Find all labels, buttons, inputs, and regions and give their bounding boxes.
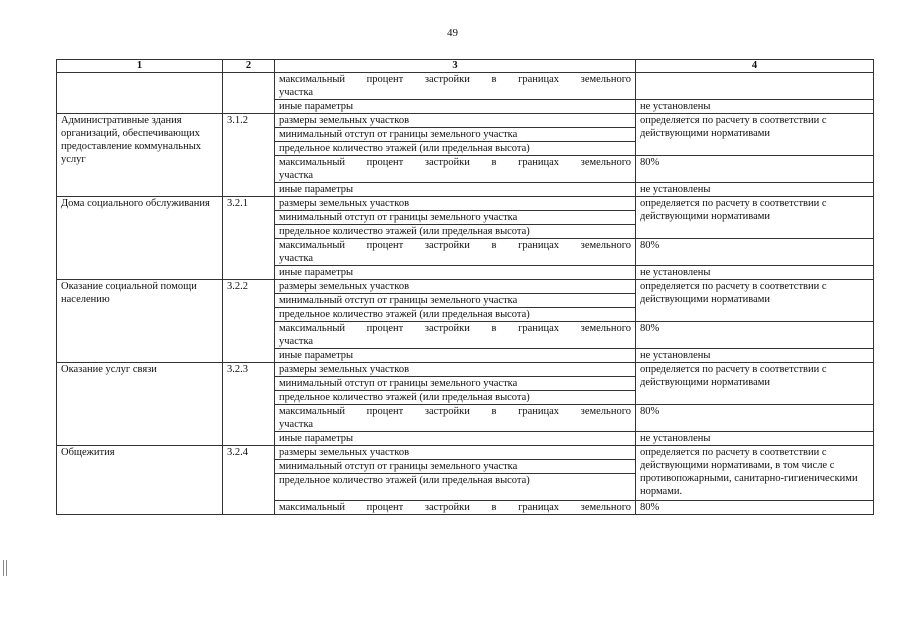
param-setback: минимальный отступ от границы земельного участка bbox=[275, 294, 636, 308]
param-cell bbox=[275, 156, 636, 183]
value-calc: определяется по расчету в соответствии с действующими нормативами bbox=[636, 363, 874, 405]
page-number: 49 bbox=[447, 27, 458, 39]
group-name: Дома социального обслуживания bbox=[57, 197, 223, 280]
param-cell bbox=[275, 73, 636, 100]
value-not-set: не установлены bbox=[636, 349, 874, 363]
param-cell bbox=[275, 405, 636, 432]
param-percent-line1: максимальный процент застройки в границах земельного bbox=[279, 502, 631, 513]
value-calc: определяется по расчету в соответствии с действующими нормативами bbox=[636, 197, 874, 239]
land-use-table bbox=[56, 59, 874, 515]
value-calc-fire: определяется по расчету в соответствии с действующими нормативами, в том числе с противопожарными, санитарно-гигиеническими нормами. bbox=[636, 446, 874, 501]
margin-mark bbox=[3, 560, 7, 576]
group-code: 3.2.2 bbox=[223, 280, 275, 363]
param-percent-line1: максимальный процент застройки в границах земельного bbox=[279, 240, 631, 251]
value-percent: 80% bbox=[636, 501, 874, 515]
group-code: 3.2.3 bbox=[223, 363, 275, 446]
param-percent-line1: максимальный процент застройки в границах земельного bbox=[279, 406, 631, 417]
value-not-set: не установлены bbox=[636, 266, 874, 280]
param-sizes: размеры земельных участков bbox=[275, 114, 636, 128]
group-name: Административные здания организаций, обеспечивающих предоставление коммунальных услуг bbox=[57, 114, 223, 197]
value-calc: определяется по расчету в соответствии с действующими нормативами bbox=[636, 114, 874, 156]
param-floors: предельное количество этажей (или предельная высота) bbox=[275, 474, 636, 501]
group-code: 3.1.2 bbox=[223, 114, 275, 197]
table-row bbox=[57, 363, 874, 377]
param-floors: предельное количество этажей (или предельная высота) bbox=[275, 225, 636, 239]
param-setback: минимальный отступ от границы земельного участка bbox=[275, 128, 636, 142]
param-percent-line2: участка bbox=[279, 170, 314, 181]
group-name: Оказание социальной помощи населению bbox=[57, 280, 223, 363]
param-other: иные параметры bbox=[275, 183, 636, 197]
table-row bbox=[57, 114, 874, 128]
group-name: Общежития bbox=[57, 446, 223, 515]
param-percent-line1: максимальный процент застройки в границах земельного bbox=[279, 157, 631, 168]
table-row bbox=[57, 197, 874, 211]
table-row bbox=[57, 73, 874, 100]
param-cell bbox=[275, 239, 636, 266]
header-col-4: 4 bbox=[636, 60, 874, 73]
group-name: Оказание услуг связи bbox=[57, 363, 223, 446]
param-sizes: размеры земельных участков bbox=[275, 197, 636, 211]
param-floors: предельное количество этажей (или предельная высота) bbox=[275, 142, 636, 156]
param-floors: предельное количество этажей (или предельная высота) bbox=[275, 391, 636, 405]
empty-cell bbox=[57, 73, 223, 114]
param-percent-line1: максимальный процент застройки в границах земельного bbox=[279, 74, 631, 85]
param-setback: минимальный отступ от границы земельного участка bbox=[275, 460, 636, 474]
param-floors: предельное количество этажей (или предельная высота) bbox=[275, 308, 636, 322]
header-col-3: 3 bbox=[275, 60, 636, 73]
value-percent: 80% bbox=[636, 322, 874, 349]
value-not-set: не установлены bbox=[636, 432, 874, 446]
param-sizes: размеры земельных участков bbox=[275, 446, 636, 460]
param-sizes: размеры земельных участков bbox=[275, 363, 636, 377]
param-percent-line1: максимальный процент застройки в границах земельного bbox=[279, 323, 631, 334]
param-sizes: размеры земельных участков bbox=[275, 280, 636, 294]
group-code: 3.2.1 bbox=[223, 197, 275, 280]
param-other: иные параметры bbox=[275, 349, 636, 363]
table-row bbox=[57, 280, 874, 294]
param-cell bbox=[275, 322, 636, 349]
header-col-1: 1 bbox=[57, 60, 223, 73]
group-code: 3.2.4 bbox=[223, 446, 275, 515]
param-setback: минимальный отступ от границы земельного участка bbox=[275, 211, 636, 225]
value-not-set: не установлены bbox=[636, 183, 874, 197]
header-row bbox=[57, 60, 874, 73]
value-not-set: не установлены bbox=[636, 100, 874, 114]
param-percent-line2: участка bbox=[279, 419, 314, 430]
param-cell bbox=[275, 501, 636, 515]
param-setback: минимальный отступ от границы земельного участка bbox=[275, 377, 636, 391]
empty-cell bbox=[223, 73, 275, 114]
value-cell bbox=[636, 73, 874, 100]
param-other: иные параметры bbox=[275, 100, 636, 114]
table-row bbox=[57, 446, 874, 460]
value-calc: определяется по расчету в соответствии с действующими нормативами bbox=[636, 280, 874, 322]
value-percent: 80% bbox=[636, 405, 874, 432]
header-col-2: 2 bbox=[223, 60, 275, 73]
param-percent-line2: участка bbox=[279, 253, 314, 264]
value-percent: 80% bbox=[636, 156, 874, 183]
param-percent-line2: участка bbox=[279, 87, 314, 98]
param-other: иные параметры bbox=[275, 432, 636, 446]
param-other: иные параметры bbox=[275, 266, 636, 280]
value-percent: 80% bbox=[636, 239, 874, 266]
param-percent-line2: участка bbox=[279, 336, 314, 347]
